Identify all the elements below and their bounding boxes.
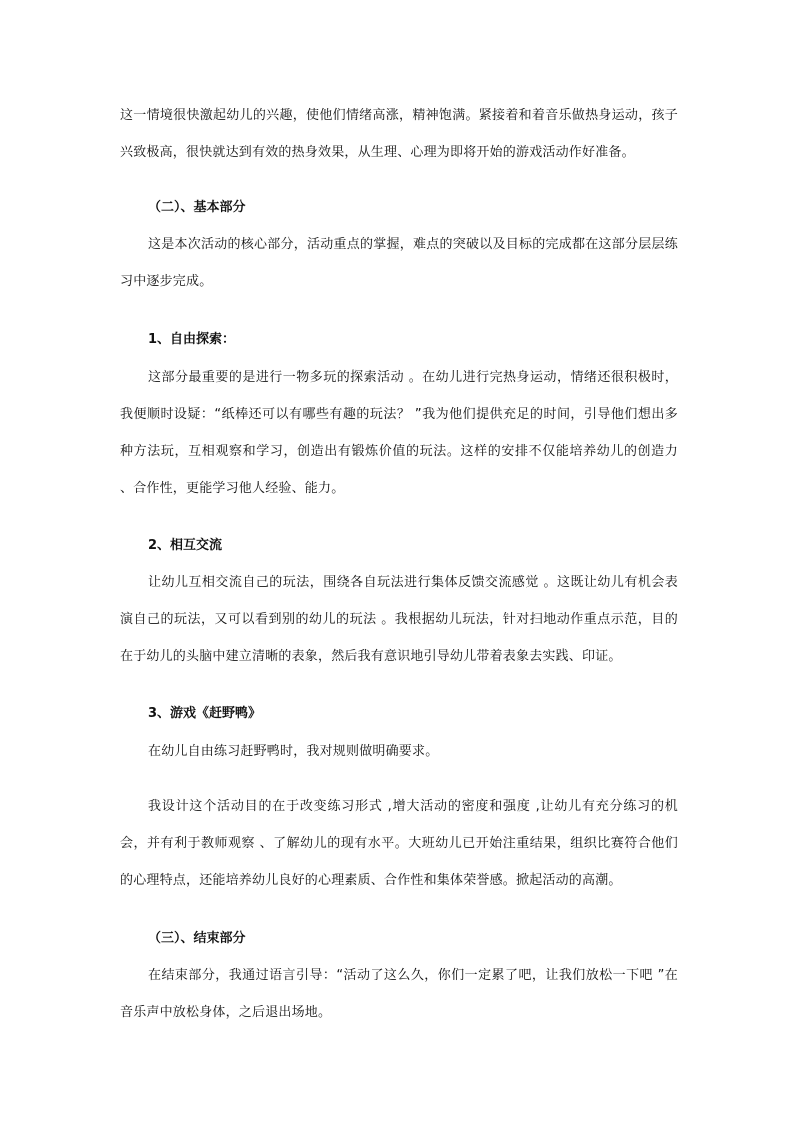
paragraph-mutual-exchange: 让幼儿互相交流自己的玩法，围绕各自玩法进行集体反馈交流感觉 。这既让幼儿有机会表演自己的玩法，又可以看到别的幼儿的玩法 。我根据幼儿玩法，针对扫地动作重点示范，目的在于幼儿的头脑中建立清晰的表象，然后我有意识地引导幼儿带着表象去实践、印证。 xyxy=(120,575,678,664)
paragraph-game-rules: 在幼儿自由练习赶野鸭时，我对规则做明确要求。 xyxy=(148,744,439,759)
paragraph-activity-design: 我设计这个活动目的在于改变练习形式 ,增大活动的密度和强度 ,让幼儿有充分练习的机会，并有利于教师观察 、了解幼儿的现有水平。大班幼儿已开始注重结果，组织比赛符合他们的心理特点，还能培养幼儿良好的心理素质、合作性和集体荣誉感。掀起活动的高潮。 xyxy=(120,799,678,888)
paragraph-basic-core: 这是本次活动的核心部分，活动重点的掌握，难点的突破以及目标的完成都在这部分层层练习中逐步完成。 xyxy=(120,237,678,289)
subheading-game: 3、游戏《赶野鸭》 xyxy=(148,706,262,721)
section-heading-ending: （三）、结束部分 xyxy=(148,931,246,946)
section-heading-basic: （二）、基本部分 xyxy=(148,200,246,215)
paragraph-free-exploration: 这部分最重要的是进行一物多玩的探索活动 。在幼儿进行完热身运动，情绪还很积极时，我便顺时设疑：“纸棒还可以有哪些有趣的玩法？ ”我为他们提供充足的时间，引导他们想出多种方法玩，互相观察和学习，创造出有锻炼价值的玩法。这样的安排不仅能培养幼儿的创造力 、合作性，更能学习他人经验、能力。 xyxy=(120,370,678,496)
paragraph-ending: 在结束部分，我通过语言引导：“活动了这么久，你们一定累了吧，让我们放松一下吧 ”在音乐声中放松身体，之后退出场地。 xyxy=(120,968,678,1020)
subheading-free-exploration: 1、自由探索： xyxy=(148,332,236,347)
paragraph-intro-continued: 这一情境很快激起幼儿的兴趣，使他们情绪高涨，精神饱满。紧接着和着音乐做热身运动，孩子兴致极高，很快就达到有效的热身效果，从生理、心理为即将开始的游戏活动作好准备。 xyxy=(120,108,678,160)
subheading-mutual-exchange: 2、相互交流 xyxy=(148,538,223,553)
